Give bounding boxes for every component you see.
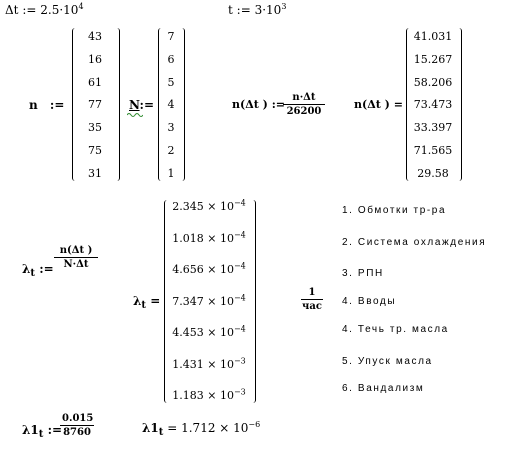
n-vector[interactable] [76,30,114,180]
ndt-def-assign-operator: := [271,98,285,111]
N-assign-operator: := [139,98,155,112]
n-right-bracket [114,28,120,181]
t-assign-operator: := [236,3,251,17]
n-value-7: 31 [88,166,102,180]
lambda1-def-assign-operator: := [47,423,63,437]
lambda1-result-exponent: −6 [248,420,261,429]
n-assign-operator: := [49,98,65,112]
lambda-value-exponent: −3 [233,355,246,365]
lambda-value-exponent: −4 [233,198,246,208]
lambda1-result [142,420,261,438]
lambda-value-3 [172,263,246,276]
t-definition[interactable] [228,3,286,17]
lambda-result-lhs[interactable] [133,294,161,311]
lambda1-def-subscript: t [38,429,44,440]
ndt-result-label: n(Δt ) [354,98,390,111]
lambda1-def-label: λ1 [22,423,39,437]
legend-item-3: 3. РПН [342,268,384,279]
lambda-def-fraction[interactable] [54,245,98,270]
lambda-value-5 [172,326,246,339]
lambda-value-mantissa: 1.183 × 10 [172,389,234,402]
n-label: n [29,98,38,112]
lambda-value-7 [172,389,246,402]
lambda-def-numerator: n(Δt ) [54,245,98,258]
ndt-def-lhs[interactable] [232,98,285,111]
N-value-7: 1 [167,166,175,180]
lambda-def-label: λ [22,262,31,276]
ndt-def-fraction[interactable] [283,92,325,117]
N-vector[interactable] [161,30,181,180]
ndt-value-7: 29.58 [417,166,449,180]
n-vector-label[interactable] [29,98,64,112]
ndt-result-vector [410,30,456,180]
ndt-def-numerator: n·Δt [283,92,325,105]
lambda-def-assign-operator: := [39,262,54,276]
lambda-value-mantissa: 1.431 × 10 [172,357,234,371]
n-value-2: 16 [88,52,102,66]
lambda-value-mantissa: 1.018 × 10 [172,231,234,245]
lambda-result-equals: = [150,294,161,308]
ndt-value-2: 15.267 [413,52,453,66]
legend-item-6: 5. Упуск масла [342,356,433,367]
N-value-1: 7 [167,30,175,43]
lambda-result-right-bracket [250,200,256,403]
N-label: N [129,98,140,112]
ndt-value-1: 41.031 [413,30,453,43]
unit-numerator: 1 [301,287,323,300]
ndt-value-4: 73.473 [413,98,453,112]
lambda-def-subscript: t [30,268,36,279]
N-vector-label[interactable] [129,98,154,112]
ndt-result-equals: = [393,98,403,111]
lambda-value-mantissa: 4.453 × 10 [172,326,234,339]
N-value-3: 5 [167,75,175,89]
N-value-5: 3 [167,121,175,135]
lambda-def-lhs[interactable] [22,262,54,279]
n-value-1: 43 [88,30,102,43]
lambda1-def-denominator: 8760 [63,427,91,438]
N-value-4: 4 [167,98,175,112]
lambda-value-exponent: −4 [233,292,246,302]
legend-item-4: 4. Вводы [342,296,397,307]
N-right-bracket [179,28,185,181]
warning-squiggle [127,112,143,117]
legend-item-1: 1. Обмотки тр-ра [342,205,447,216]
t-value: 3·10 [254,3,282,17]
lambda-value-exponent: −3 [233,387,246,397]
lambda-value-exponent: −4 [233,324,246,334]
n-value-3: 61 [88,75,102,89]
lambda1-result-mantissa: 1.712 × 10 [181,421,249,435]
lambda-value-exponent: −4 [233,229,246,239]
lambda-value-mantissa: 7.347 × 10 [172,294,234,308]
ndt-def-label: n(Δt ) [232,98,268,111]
lambda1-def-numerator: 0.015 [62,413,94,424]
dt-assign-operator: := [22,3,37,17]
lambda1-result-equals: = [167,421,178,435]
ndt-value-6: 71.565 [413,144,453,158]
lambda-value-4 [172,292,246,308]
ndt-result-lhs[interactable] [354,98,403,111]
lambda-value-mantissa: 2.345 × 10 [172,200,234,213]
n-value-4: 77 [88,98,102,112]
legend-item-5: 4. Течь тр. масла [342,324,449,335]
lambda1-def-lhs[interactable] [22,423,63,440]
ndt-value-5: 33.397 [413,121,453,135]
dt-definition[interactable] [5,3,84,17]
ndt-value-3: 58.206 [413,75,453,89]
ndt-result-right-bracket [456,28,462,181]
n-value-5: 35 [88,121,102,135]
lambda-value-6 [172,355,246,371]
unit-fraction [301,287,323,312]
lambda1-def-fraction[interactable] [60,413,94,438]
legend-item-7: 6. Вандализм [342,383,425,394]
lambda-value-mantissa: 4.656 × 10 [172,263,234,276]
n-value-6: 75 [88,144,102,158]
lambda1-result-subscript: t [158,427,164,438]
N-value-6: 2 [167,144,175,158]
lambda-value-1 [172,200,246,213]
lambda1-result-label: λ1 [142,421,159,435]
unit-denominator: час [302,301,322,312]
lambda-result-label: λ [133,294,142,308]
legend-item-2: 2. Система охлаждения [342,237,487,248]
lambda-value-2 [172,229,246,245]
ndt-def-denominator: 26200 [286,106,322,117]
dt-exponent: 4 [78,2,84,11]
dt-value: 2.5·10 [40,3,79,17]
dt-label: Δt [5,3,19,17]
lambda-value-exponent: −4 [233,261,246,271]
t-label: t [228,3,233,17]
t-exponent: 3 [281,2,287,11]
lambda-result-subscript: t [141,300,147,311]
lambda-def-denominator: N·Δt [63,259,89,270]
lambda-result-vector [168,200,250,402]
N-value-2: 6 [167,52,175,66]
